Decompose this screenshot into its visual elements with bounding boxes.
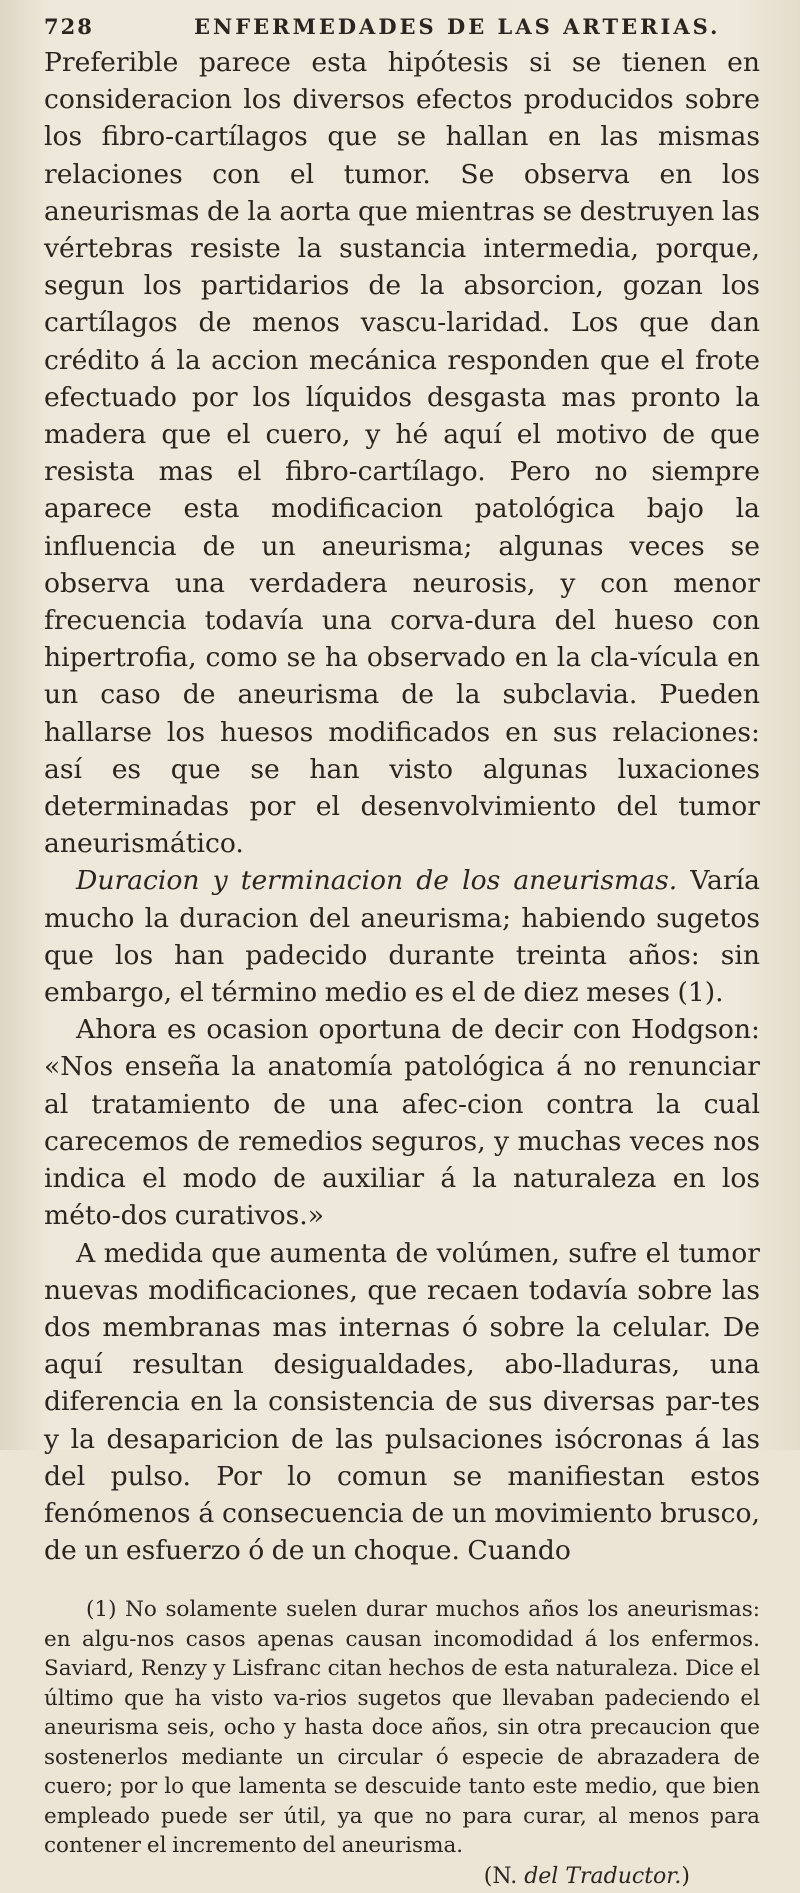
footnote-signature — [44, 1861, 760, 1893]
signature-open: (N. — [483, 1863, 525, 1889]
paragraph-4: A medida que aumenta de volúmen, sufre el tumor nuevas modificaciones, que recaen todavía sobre las dos membranas mas internas ó sobre la celular. De aquí resultan desigualdades, abo-lladuras, una diferencia en la consistencia de sus diversas par-tes y la desaparicion de las pulsaciones isócronas á las del pulso. Por lo comun se manifiestan estos fenómenos á consecuencia de un movimiento brusco, de un esfuerzo ó de un choque. Cuando — [44, 1237, 760, 1567]
paragraph-3: Ahora es ocasion oportuna de decir con Hodgson: «Nos enseña la anatomía patológica á no renunciar al tratamiento de una afec-cion contra la cual carecemos de remedios seguros, y muchas veces nos indica el modo de auxiliar á la naturaleza en los méto-dos curativos.» — [44, 1014, 760, 1232]
footnote — [44, 1595, 760, 1893]
signature-close: ) — [681, 1863, 690, 1889]
paragraph-2 — [44, 862, 760, 1011]
footnote-text: (1) No solamente suelen durar muchos años los aneurismas: en algu-nos casos apenas causan incomodidad á los enfermos. Saviard, Renzy y Lisfranc citan hechos de esta naturaleza. Dice el último que ha visto va-rios sugetos que llevaban padeciendo el aneurisma seis, ocho y hasta doce años, sin otra precaucion que sostenerlos mediante un circular ó especie de abrazadera de cuero; por lo que lamenta se descuide tanto este medio, que bien empleado puede ser útil, ya que no para curar, al menos para contener el incremento del aneurisma. — [44, 1597, 760, 1859]
page-number: 728 — [44, 14, 94, 39]
running-head — [44, 14, 760, 44]
section-heading: Duracion y terminacion de los aneurismas. — [76, 865, 678, 897]
paragraph-2-text: Varía mucho la duracion del aneurisma; habiendo sugetos que los han padecido durante treinta años: sin embargo, el término medio es el de diez meses (1). — [44, 865, 760, 1009]
main-text — [44, 44, 760, 1569]
running-title: ENFERMEDADES DE LAS ARTERIAS. — [194, 14, 721, 39]
signature-translator: del Traductor. — [524, 1863, 682, 1889]
paragraph-1: Preferible parece esta hipótesis si se tienen en consideracion los diversos efectos producidos sobre los fibro-cartílagos que se hallan en las mismas relaciones con el tumor. Se observa en los aneurismas de la aorta que mientras se destruyen las vértebras resiste la sustancia intermedia, porque, segun los partidarios de la absorcion, gozan los cartílagos de menos vascu-laridad. Los que dan crédito á la accion mecánica responden que el frote efectuado por los líquidos desgasta mas pronto la madera que el cuero, y hé aquí el motivo de que resista mas el fibro-cartílago. Pero no siempre aparece esta modificacion patológica bajo la influencia de un aneurisma; algunas veces se observa una verdadera neurosis, y con menor frecuencia todavía una corva-dura del hueso con hipertrofia, como se ha observado en la cla-vícula en un caso de aneurisma de la subclavia. Pueden hallarse los huesos modificados en sus relaciones: así es que se han visto algunas luxaciones determinadas por el desenvolvimiento del tumor aneurismático. — [44, 47, 760, 860]
